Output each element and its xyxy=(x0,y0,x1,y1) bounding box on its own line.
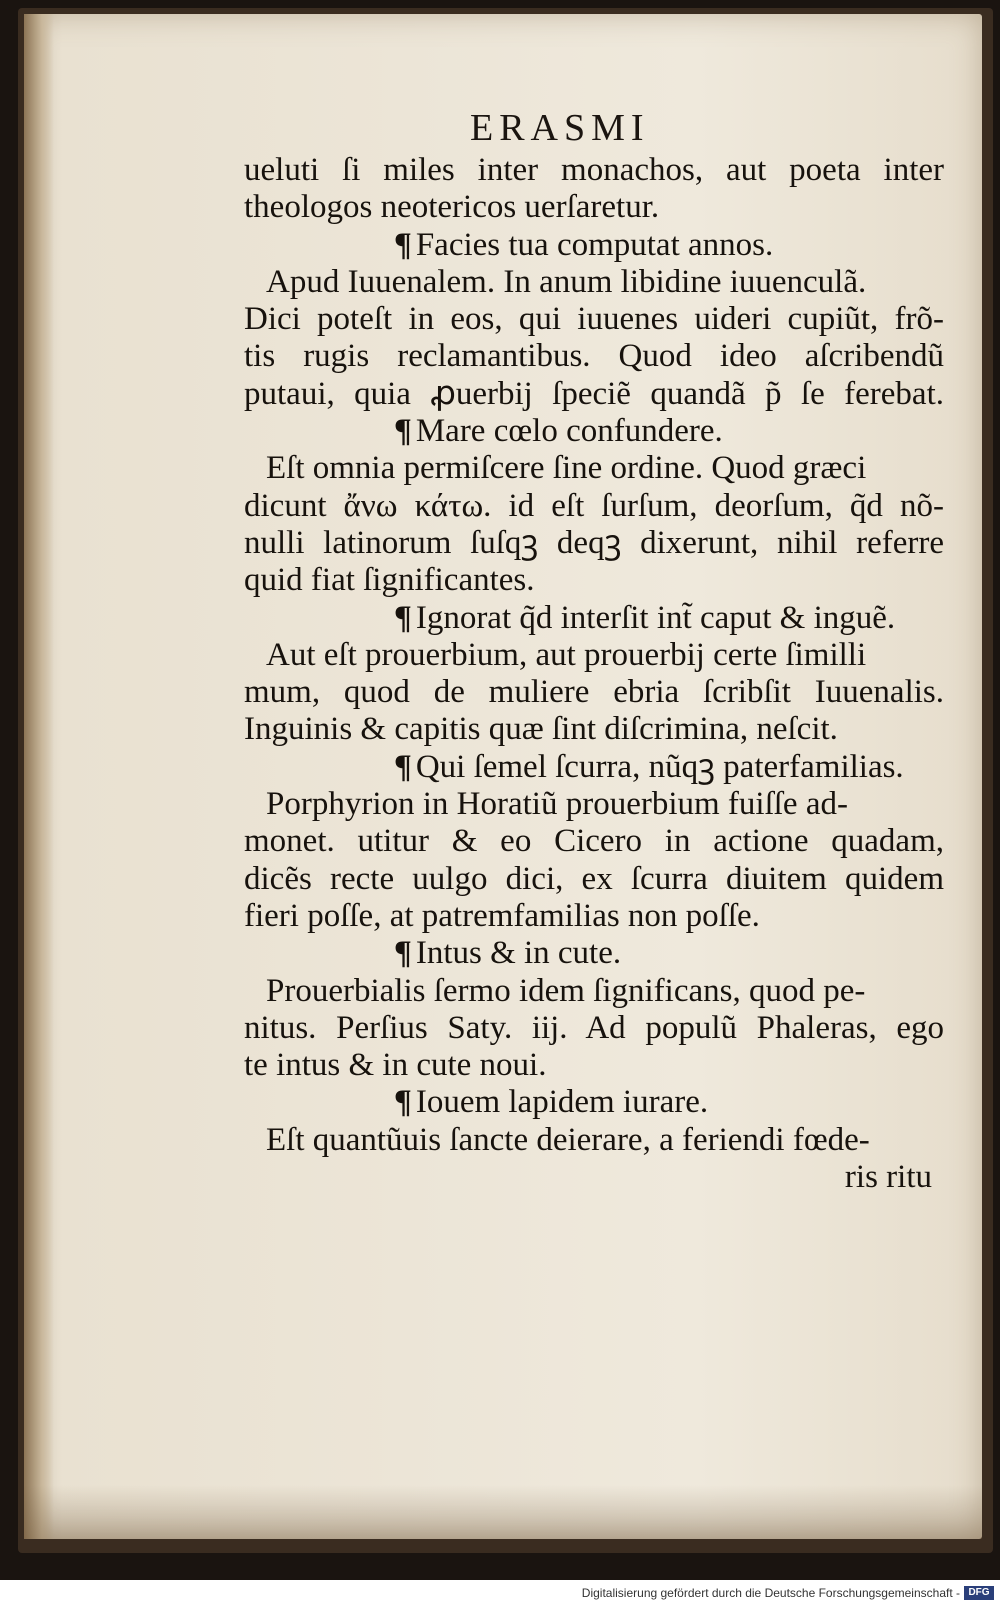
pilcrow-icon: ¶ xyxy=(394,748,412,785)
text-line xyxy=(244,152,944,189)
line-text: Mare cœlo confundere. xyxy=(415,413,723,450)
text-line xyxy=(244,376,944,413)
text-line xyxy=(244,450,944,487)
line-text: Dici poteſt in eos, qui iuuenes uideri cupiũt, frõ- xyxy=(244,301,944,338)
adage-heading xyxy=(244,600,944,637)
text-line xyxy=(244,898,944,935)
line-text: nulli latinorum ſuſqꝫ deqꝫ dixerunt, nihil referre xyxy=(244,524,944,561)
text-line xyxy=(244,674,944,711)
text-line xyxy=(244,1159,944,1196)
line-text: Prouerbialis ſermo idem ſignificans, quod pe- xyxy=(266,972,866,1009)
text-line xyxy=(244,488,944,525)
text-line xyxy=(244,301,944,338)
line-text: Intus & in cute. xyxy=(415,935,622,972)
page-bottom-shade xyxy=(24,1485,982,1539)
pilcrow-icon: ¶ xyxy=(394,226,412,263)
text-line xyxy=(244,189,944,226)
line-text: Porphyrion in Horatiũ prouerbium fuiſſe ad- xyxy=(266,786,848,823)
page-gutter xyxy=(24,14,54,1539)
line-text: fieri poſſe, at patremfamilias non poſſe. xyxy=(244,897,760,934)
adage-heading xyxy=(244,749,944,786)
line-text: tis rugis reclamantibus. Quod ideo aſcribendũ xyxy=(244,338,944,375)
text-line xyxy=(244,562,944,599)
line-text: putaui, quia ꝓuerbĳ ſpeciẽ quandã p̃ ſe ferebat. xyxy=(244,375,944,412)
line-text: quid fiat ſignificantes. xyxy=(244,562,535,599)
line-text: mum, quod de muliere ebria ſcribſit Iuuenalis. xyxy=(244,674,944,711)
text-line xyxy=(244,973,944,1010)
adage-heading xyxy=(244,227,944,264)
text-line xyxy=(244,264,944,301)
line-text: Inguinis & capitis quæ ſint diſcrimina, neſcit. xyxy=(244,711,838,748)
line-text: te intus & in cute noui. xyxy=(244,1047,547,1084)
adage-heading xyxy=(244,935,944,972)
footer-credit: Digitalisierung gefördert durch die Deutsche Forschungsgemeinschaft - xyxy=(581,1586,960,1600)
pilcrow-icon: ¶ xyxy=(394,413,412,450)
line-text: Qui ſemel ſcurra, nũqꝫ paterfamilias. xyxy=(415,748,904,785)
line-text: ris ritu xyxy=(844,1159,932,1196)
text-line xyxy=(244,1047,944,1084)
line-text: ueluti ſi miles inter monachos, aut poeta inter xyxy=(244,152,944,188)
text-line xyxy=(244,525,944,562)
text-line xyxy=(244,1010,944,1047)
adage-heading xyxy=(244,413,944,450)
text-line xyxy=(244,1122,944,1159)
line-text: Eſt quantũuis ſancte deierare, a feriendi fœde- xyxy=(266,1121,870,1158)
adage-heading xyxy=(244,1084,944,1121)
pilcrow-icon: ¶ xyxy=(394,1084,412,1121)
line-text: nitus. Perſius Saty. iĳ. Ad populũ Phaleras, ego xyxy=(244,1009,944,1046)
line-text: Aut eſt prouerbium, aut prouerbĳ certe ſimilli xyxy=(266,636,867,673)
pilcrow-icon: ¶ xyxy=(394,599,412,636)
line-text: monet. utitur & eo Cicero in actione quadam, xyxy=(244,823,944,860)
line-text: Eſt omnia permiſcere ſine ordine. Quod græci xyxy=(266,450,867,487)
line-text: dicunt ἄνω κάτω. id eſt ſurſum, deorſum, q̃d nõ- xyxy=(244,487,944,524)
dfg-logo-icon: DFG xyxy=(964,1586,994,1600)
text-line xyxy=(244,338,944,375)
running-head: ERASMI xyxy=(470,107,650,149)
line-text: Iouem lapidem iurare. xyxy=(415,1084,709,1121)
text-line xyxy=(244,637,944,674)
text-line xyxy=(244,823,944,860)
pilcrow-icon: ¶ xyxy=(394,935,412,972)
footer-bar xyxy=(0,1580,1000,1608)
line-text: theologos neotericos uerſaretur. xyxy=(244,189,660,226)
text-line xyxy=(244,861,944,898)
text-line xyxy=(244,786,944,823)
body-text xyxy=(244,152,944,1196)
line-text: dicẽs recte uulgo dici, ex ſcurra diuitem quidem xyxy=(244,860,944,897)
line-text: Ignorat q̃d interſit int̃ caput & inguẽ. xyxy=(415,599,896,636)
text-line xyxy=(244,711,944,748)
line-text: Facies tua computat annos. xyxy=(415,226,774,263)
line-text: Apud Iuuenalem. In anum libidine iuuenculã. xyxy=(266,263,867,300)
